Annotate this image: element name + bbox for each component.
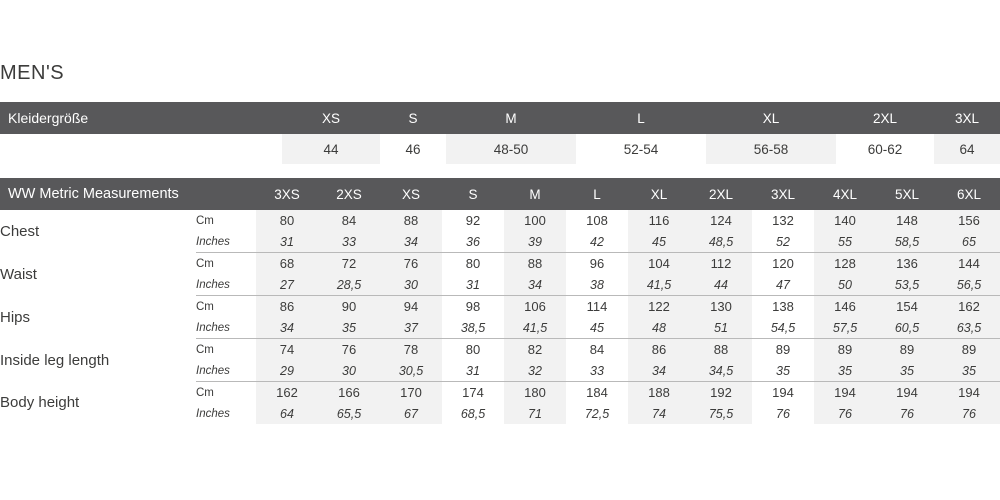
chest-in-5xl: 58,5 — [876, 231, 938, 253]
height-cm-2xl: 192 — [690, 382, 752, 404]
chest-in-6xl: 65 — [938, 231, 1000, 253]
chest-in-3xs: 31 — [256, 231, 318, 253]
hips-in-6xl: 63,5 — [938, 317, 1000, 339]
row-label-inside-leg-length: Inside leg length — [0, 351, 110, 369]
inseam-in-6xl: 35 — [938, 360, 1000, 382]
hips-in-xl: 48 — [628, 317, 690, 339]
hips-in-m: 41,5 — [504, 317, 566, 339]
inseam-cm-xs: 78 — [380, 339, 442, 361]
waist-cm-xs: 76 — [380, 253, 442, 275]
waist-in-m: 34 — [504, 274, 566, 296]
hips-in-s: 38,5 — [442, 317, 504, 339]
waist-in-3xl: 47 — [752, 274, 814, 296]
height-cm-xs: 170 — [380, 382, 442, 404]
table-row — [0, 296, 1000, 318]
inseam-cm-m: 82 — [504, 339, 566, 361]
clothing-size-table — [0, 102, 1000, 164]
hips-cm-2xl: 130 — [690, 296, 752, 318]
inseam-cm-3xl: 89 — [775, 342, 791, 357]
row-label-waist: Waist — [0, 265, 37, 283]
meas-column-header-xs: XS — [380, 178, 442, 210]
size-column-header-m: M — [446, 102, 576, 134]
waist-in-2xs: 28,5 — [318, 274, 380, 296]
waist-cm-6xl: 144 — [938, 253, 1000, 275]
waist-cm-3xl: 120 — [772, 256, 794, 271]
inseam-cm-2xl: 88 — [690, 339, 752, 361]
inseam-cm-xl: 86 — [628, 339, 690, 361]
inseam-cm-s: 80 — [465, 342, 481, 357]
hips-cm-l: 114 — [586, 299, 608, 314]
clothing-size-header-row — [0, 102, 1000, 134]
meas-column-header-s: S — [442, 178, 504, 210]
size-value-s: 46 — [380, 134, 446, 164]
waist-cm-xl: 104 — [628, 253, 690, 275]
meas-column-header-2xl: 2XL — [690, 178, 752, 210]
unit-label-cm: Cm — [196, 214, 214, 227]
size-value-xs: 44 — [282, 134, 380, 164]
waist-in-xs: 30 — [380, 274, 442, 296]
inseam-cm-2xs: 76 — [318, 339, 380, 361]
row-label-hips: Hips — [0, 308, 31, 326]
chest-cm-2xs: 84 — [318, 210, 380, 231]
measurement-header-row — [0, 178, 1000, 210]
height-in-2xs: 65,5 — [318, 403, 380, 424]
waist-cm-2xs: 72 — [318, 253, 380, 275]
height-in-5xl: 76 — [876, 403, 938, 424]
waist-in-s: 31 — [442, 274, 504, 296]
hips-cm-3xs: 86 — [256, 296, 318, 318]
inseam-in-3xl: 35 — [752, 360, 814, 382]
waist-in-6xl: 56,5 — [938, 274, 1000, 296]
hips-cm-2xs: 90 — [318, 296, 380, 318]
unit-label-inches: Inches — [196, 407, 230, 420]
chest-cm-3xs: 80 — [256, 210, 318, 231]
height-cm-5xl: 194 — [876, 382, 938, 404]
unit-label-inches: Inches — [196, 360, 256, 382]
hips-cm-s: 98 — [465, 299, 481, 314]
inseam-in-s: 31 — [442, 360, 504, 382]
hips-in-3xs: 34 — [256, 317, 318, 339]
unit-label-inches: Inches — [196, 317, 256, 339]
inseam-in-xl: 34 — [628, 360, 690, 382]
waist-cm-m: 88 — [504, 253, 566, 275]
inseam-in-4xl: 35 — [814, 360, 876, 382]
hips-cm-6xl: 162 — [938, 296, 1000, 318]
height-in-3xs: 64 — [256, 403, 318, 424]
unit-label-cm: Cm — [196, 300, 214, 313]
size-column-header-xl: XL — [706, 102, 836, 134]
inseam-in-3xs: 29 — [256, 360, 318, 382]
measurement-header-label: WW Metric Measurements — [0, 178, 256, 210]
height-in-m: 71 — [504, 403, 566, 424]
hips-in-3xl: 54,5 — [752, 317, 814, 339]
hips-in-2xl: 51 — [690, 317, 752, 339]
table-row — [0, 253, 1000, 275]
size-column-header-l: L — [576, 102, 706, 134]
height-in-4xl: 76 — [814, 403, 876, 424]
size-value-2xl: 60-62 — [836, 134, 934, 164]
table-row — [0, 210, 1000, 231]
height-cm-3xl: 194 — [772, 385, 794, 400]
waist-cm-l: 96 — [589, 256, 605, 271]
size-value-3xl: 64 — [934, 134, 1000, 164]
chest-in-3xl: 52 — [752, 231, 814, 253]
inseam-in-2xl: 34,5 — [690, 360, 752, 382]
meas-column-header-l: L — [566, 178, 628, 210]
size-value-m: 48-50 — [446, 134, 576, 164]
size-column-header-s: S — [380, 102, 446, 134]
size-column-header-2xl: 2XL — [836, 102, 934, 134]
row-label-chest: Chest — [0, 222, 40, 240]
height-cm-3xs: 162 — [256, 382, 318, 404]
chest-cm-6xl: 156 — [938, 210, 1000, 231]
unit-label-inches: Inches — [196, 231, 256, 253]
height-in-xl: 74 — [628, 403, 690, 424]
waist-cm-3xs: 68 — [256, 253, 318, 275]
height-cm-l: 184 — [586, 385, 608, 400]
size-column-header-3xl: 3XL — [934, 102, 1000, 134]
meas-column-header-3xs: 3XS — [256, 178, 318, 210]
chest-in-xl: 45 — [628, 231, 690, 253]
inseam-cm-l: 84 — [589, 342, 605, 357]
chest-cm-m: 100 — [504, 210, 566, 231]
row-label-body-height: Body height — [0, 394, 80, 412]
height-cm-2xs: 166 — [318, 382, 380, 404]
hips-cm-m: 106 — [504, 296, 566, 318]
waist-in-2xl: 44 — [690, 274, 752, 296]
chest-cm-5xl: 148 — [876, 210, 938, 231]
chest-in-2xl: 48,5 — [690, 231, 752, 253]
waist-in-4xl: 50 — [814, 274, 876, 296]
chest-cm-xs: 88 — [380, 210, 442, 231]
height-in-2xl: 75,5 — [690, 403, 752, 424]
page-title: MEN'S — [0, 62, 65, 84]
hips-cm-4xl: 146 — [814, 296, 876, 318]
chest-cm-l: 108 — [586, 213, 608, 228]
inseam-cm-6xl: 89 — [938, 339, 1000, 361]
chest-in-s: 36 — [442, 231, 504, 253]
inseam-in-xs: 30,5 — [380, 360, 442, 382]
size-column-header-xs: XS — [282, 102, 380, 134]
hips-in-4xl: 57,5 — [814, 317, 876, 339]
meas-column-header-2xs: 2XS — [318, 178, 380, 210]
table-row — [0, 382, 1000, 404]
inseam-cm-4xl: 89 — [814, 339, 876, 361]
meas-column-header-3xl: 3XL — [752, 178, 814, 210]
height-cm-4xl: 194 — [814, 382, 876, 404]
height-in-l: 72,5 — [584, 406, 610, 421]
unit-label-inches: Inches — [196, 274, 256, 296]
hips-cm-5xl: 154 — [876, 296, 938, 318]
metric-measurement-table — [0, 178, 1000, 424]
height-in-3xl: 76 — [776, 406, 790, 421]
chest-in-l: 42 — [566, 231, 628, 253]
hips-in-l: 45 — [566, 317, 628, 339]
waist-cm-5xl: 136 — [876, 253, 938, 275]
inseam-in-m: 32 — [504, 360, 566, 382]
inseam-cm-5xl: 89 — [876, 339, 938, 361]
waist-in-l: 38 — [566, 274, 628, 296]
height-in-s: 68,5 — [460, 406, 486, 421]
chest-cm-2xl: 124 — [690, 210, 752, 231]
clothing-size-header-label: Kleidergröße — [0, 102, 282, 134]
height-cm-6xl: 194 — [938, 382, 1000, 404]
clothing-size-row-spacer — [0, 134, 282, 164]
inseam-cm-3xs: 74 — [256, 339, 318, 361]
chest-cm-s: 92 — [465, 213, 481, 228]
chest-in-2xs: 33 — [318, 231, 380, 253]
chest-in-xs: 34 — [380, 231, 442, 253]
hips-cm-xl: 122 — [628, 296, 690, 318]
size-value-l: 52-54 — [576, 134, 706, 164]
size-value-xl: 56-58 — [706, 134, 836, 164]
waist-in-xl: 41,5 — [628, 274, 690, 296]
unit-label-cm: Cm — [196, 386, 214, 399]
inseam-in-5xl: 35 — [876, 360, 938, 382]
chest-cm-xl: 116 — [628, 210, 690, 231]
meas-column-header-m: M — [504, 178, 566, 210]
hips-in-5xl: 60,5 — [876, 317, 938, 339]
chest-in-4xl: 55 — [814, 231, 876, 253]
hips-in-2xs: 35 — [318, 317, 380, 339]
meas-column-header-5xl: 5XL — [876, 178, 938, 210]
meas-column-header-xl: XL — [628, 178, 690, 210]
waist-cm-2xl: 112 — [690, 253, 752, 275]
height-in-xs: 67 — [380, 403, 442, 424]
inseam-in-l: 33 — [566, 360, 628, 382]
waist-cm-4xl: 128 — [814, 253, 876, 275]
meas-column-header-6xl: 6XL — [938, 178, 1000, 210]
unit-label-cm: Cm — [196, 343, 214, 356]
chest-in-m: 39 — [504, 231, 566, 253]
hips-cm-xs: 94 — [380, 296, 442, 318]
chest-cm-4xl: 140 — [814, 210, 876, 231]
meas-column-header-4xl: 4XL — [814, 178, 876, 210]
waist-in-3xs: 27 — [256, 274, 318, 296]
unit-label-cm: Cm — [196, 257, 214, 270]
height-cm-xl: 188 — [628, 382, 690, 404]
waist-cm-s: 80 — [465, 256, 481, 271]
height-cm-m: 180 — [504, 382, 566, 404]
height-in-6xl: 76 — [938, 403, 1000, 424]
table-row — [0, 339, 1000, 361]
hips-in-xs: 37 — [380, 317, 442, 339]
clothing-size-value-row — [0, 134, 1000, 164]
inseam-in-2xs: 30 — [318, 360, 380, 382]
chest-cm-3xl: 132 — [772, 213, 794, 228]
hips-cm-3xl: 138 — [772, 299, 794, 314]
waist-in-5xl: 53,5 — [876, 274, 938, 296]
height-cm-s: 174 — [462, 385, 484, 400]
